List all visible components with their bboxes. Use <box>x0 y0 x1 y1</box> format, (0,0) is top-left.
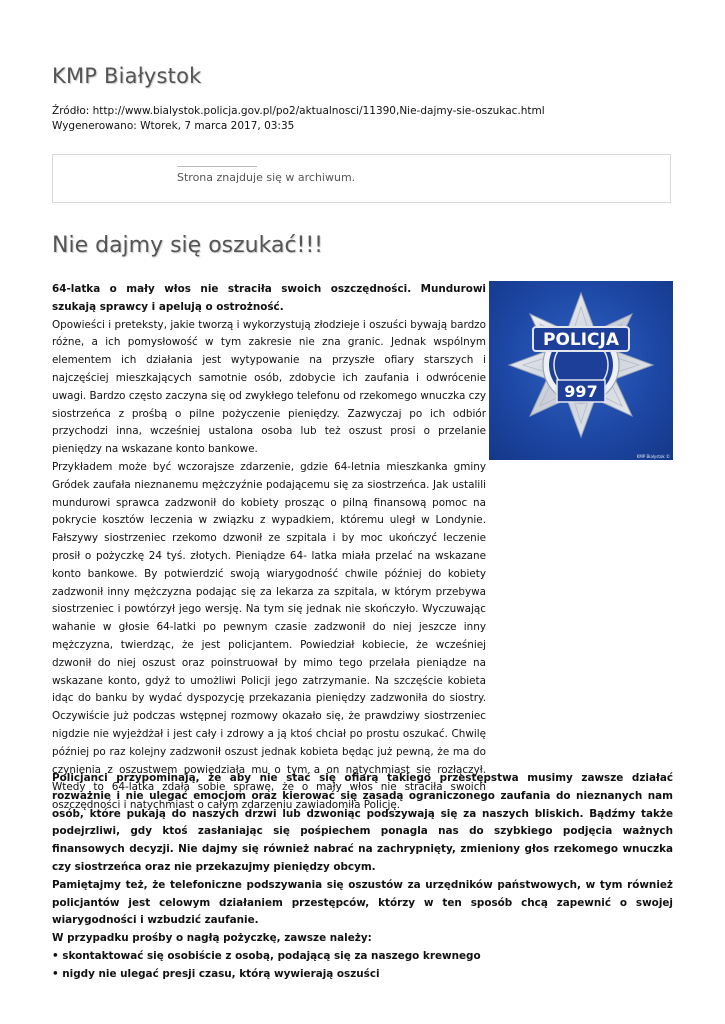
police-star-badge-icon <box>489 281 673 460</box>
warning-paragraph: Policjanci przypominają, że aby nie stać się ofiarą takiego przestępstwa musimy zawsze działać rozważnie i nie ulegać emocjom oraz kierować się zasadą ograniczonego zaufania do nieznanych nam osób, które pukają do naszych drzwi lub dzwoniąc podszywają się za naszych bliskich. Bądźmy także podejrzliwi, gdy ktoś zasłaniając się pośpiechem ponagla nas do szybkiego podjęcia ważnych finansowych decyzji. Nie dajmy się również nabrać na zachrypnięty, zmieniony głos rzekomego wnuczka czy siostrzeńca oraz nie przekazujmy pieniędzy obcym. <box>52 772 673 873</box>
article-lead: 64-latka o mały włos nie straciła swoich oszczędności. Mundurowi szukają sprawcy i apelują o ostrożność. <box>52 283 486 313</box>
badge-number: 997 <box>564 382 598 401</box>
badge-word: POLICJA <box>542 330 620 350</box>
article-body-narrow <box>52 281 486 815</box>
article-paragraph: Opowieści i preteksty, jakie tworzą i wykorzystują złodzieje i oszuści bywają bardzo różne, a ich pomysłowość w tym zakresie nie zna granic. Jednak wspólnym elementem ich działania jest wytypowanie na przyszłe ofiary starszych i najczęściej mieszkających samotnie osób, zdobycie ich zaufania i odwrócenie uwagi. Bardzo często zaczyna się od zwykłego telefonu od rzekomego wnuczka czy siostrzeńca z prośbą o pilne pożyczenie pieniędzy. Zazwyczaj po ich odbiór przychodzi inna, wcześniej ustalona osoba lub też oszust prosi o przelanie pieniędzy na wskazane konto bankowe. <box>52 318 486 456</box>
list-intro: W przypadku prośby o nagłą pożyczkę, zawsze należy: <box>52 932 372 945</box>
archive-notice-text: Strona znajduje się w archiwum. <box>177 171 356 184</box>
police-badge-image <box>489 281 673 460</box>
document-meta <box>52 104 545 134</box>
article-paragraph: Przykładem może być wczorajsze zdarzenie, gdzie 64-letnia mieszkanka gminy Gródek zaufała nieznanemu mężczyźnie podającemu się za siostrzeńca. Jak ustalili mundurowi sprawca zadzwonił do kobiety prosząc o pilną finansową pomoc na pokrycie kosztów leczenia w związku z wypadkiem, któremu uległ w Londynie. Fałszywy siostrzeniec rzekomo dzwonił ze szpitala i by moc ukończyć leczenie prosił o pożyczkę 24 tyś. złotych. Pieniądze 64- latka miała przelać na wskazane konto bankowe. By potwierdzić swoją wiarygodność chwile później do kobiety zadzwonił inny mężczyzna podając się za lekarza za szpitala, w którym przebywa siostrzeniec i powtórzył jego wersję. Na tym się jednak nie skończyło. Wyczuwając wahanie w głosie 64-latki po pewnym czasie zadzwonił do niej jeszcze inny mężczyzna, twierdząc, że jest policjantem. Powiedział kobiecie, że wcześniej dzwonił do niej oszust oraz poinstruował by mimo tego przelała pieniądze na wskazane konto, gdyż to umożliwi Policji jego zatrzymanie. Na szczęście kobieta idąc do banku by wydać dyspozycję przekazania pieniędzy zadzwoniła do siostry. Oczywiście już podczas wstępnej rozmowy okazało się, że prawdziwy siostrzeniec nigdzie nie wyjeżdżał i jest cały i zdrowy a ją ktoś chciał po prostu oszukać. Chwilę później po raz kolejny zadzwonił oszust jednak kobieta będąc już pewną, że ma do czynienia z oszustwem powiedziała mu o tym a on natychmiast się rozłączył. Wtedy to 64-latka zdała sobie sprawę, że o mały włos nie straciła swoich oszczędności i natychmiast o całym zdarzeniu zawiadomiła Policję. <box>52 460 486 812</box>
article-body-wide <box>52 770 673 984</box>
article-title: Nie dajmy się oszukać!!! <box>52 233 324 258</box>
list-item: • skontaktować się osobiście z osobą, podającą się za naszego krewnego <box>52 949 481 962</box>
archive-notice-box <box>52 154 671 203</box>
warning-paragraph: Pamiętajmy też, że telefoniczne podszywania się oszustów za urzędników państwowych, w tym również policjantów jest celowym działaniem przestępców, którzy w ten sposób chcą zapewnić o swojej wiarygodności i wzbudzić zaufanie. <box>52 878 673 927</box>
list-item: • nigdy nie ulegać presji czasu, którą wywierają oszuści <box>52 967 380 980</box>
source-line: Źródło: http://www.bialystok.policja.gov.pl/po2/aktualnosci/11390,Nie-dajmy-sie-oszukac.html <box>52 105 545 117</box>
image-copyright: KMP Białystok © <box>636 454 670 459</box>
site-title: KMP Białystok <box>52 64 202 88</box>
generated-line: Wygenerowano: Wtorek, 7 marca 2017, 03:35 <box>52 120 295 132</box>
archive-divider <box>177 166 257 167</box>
